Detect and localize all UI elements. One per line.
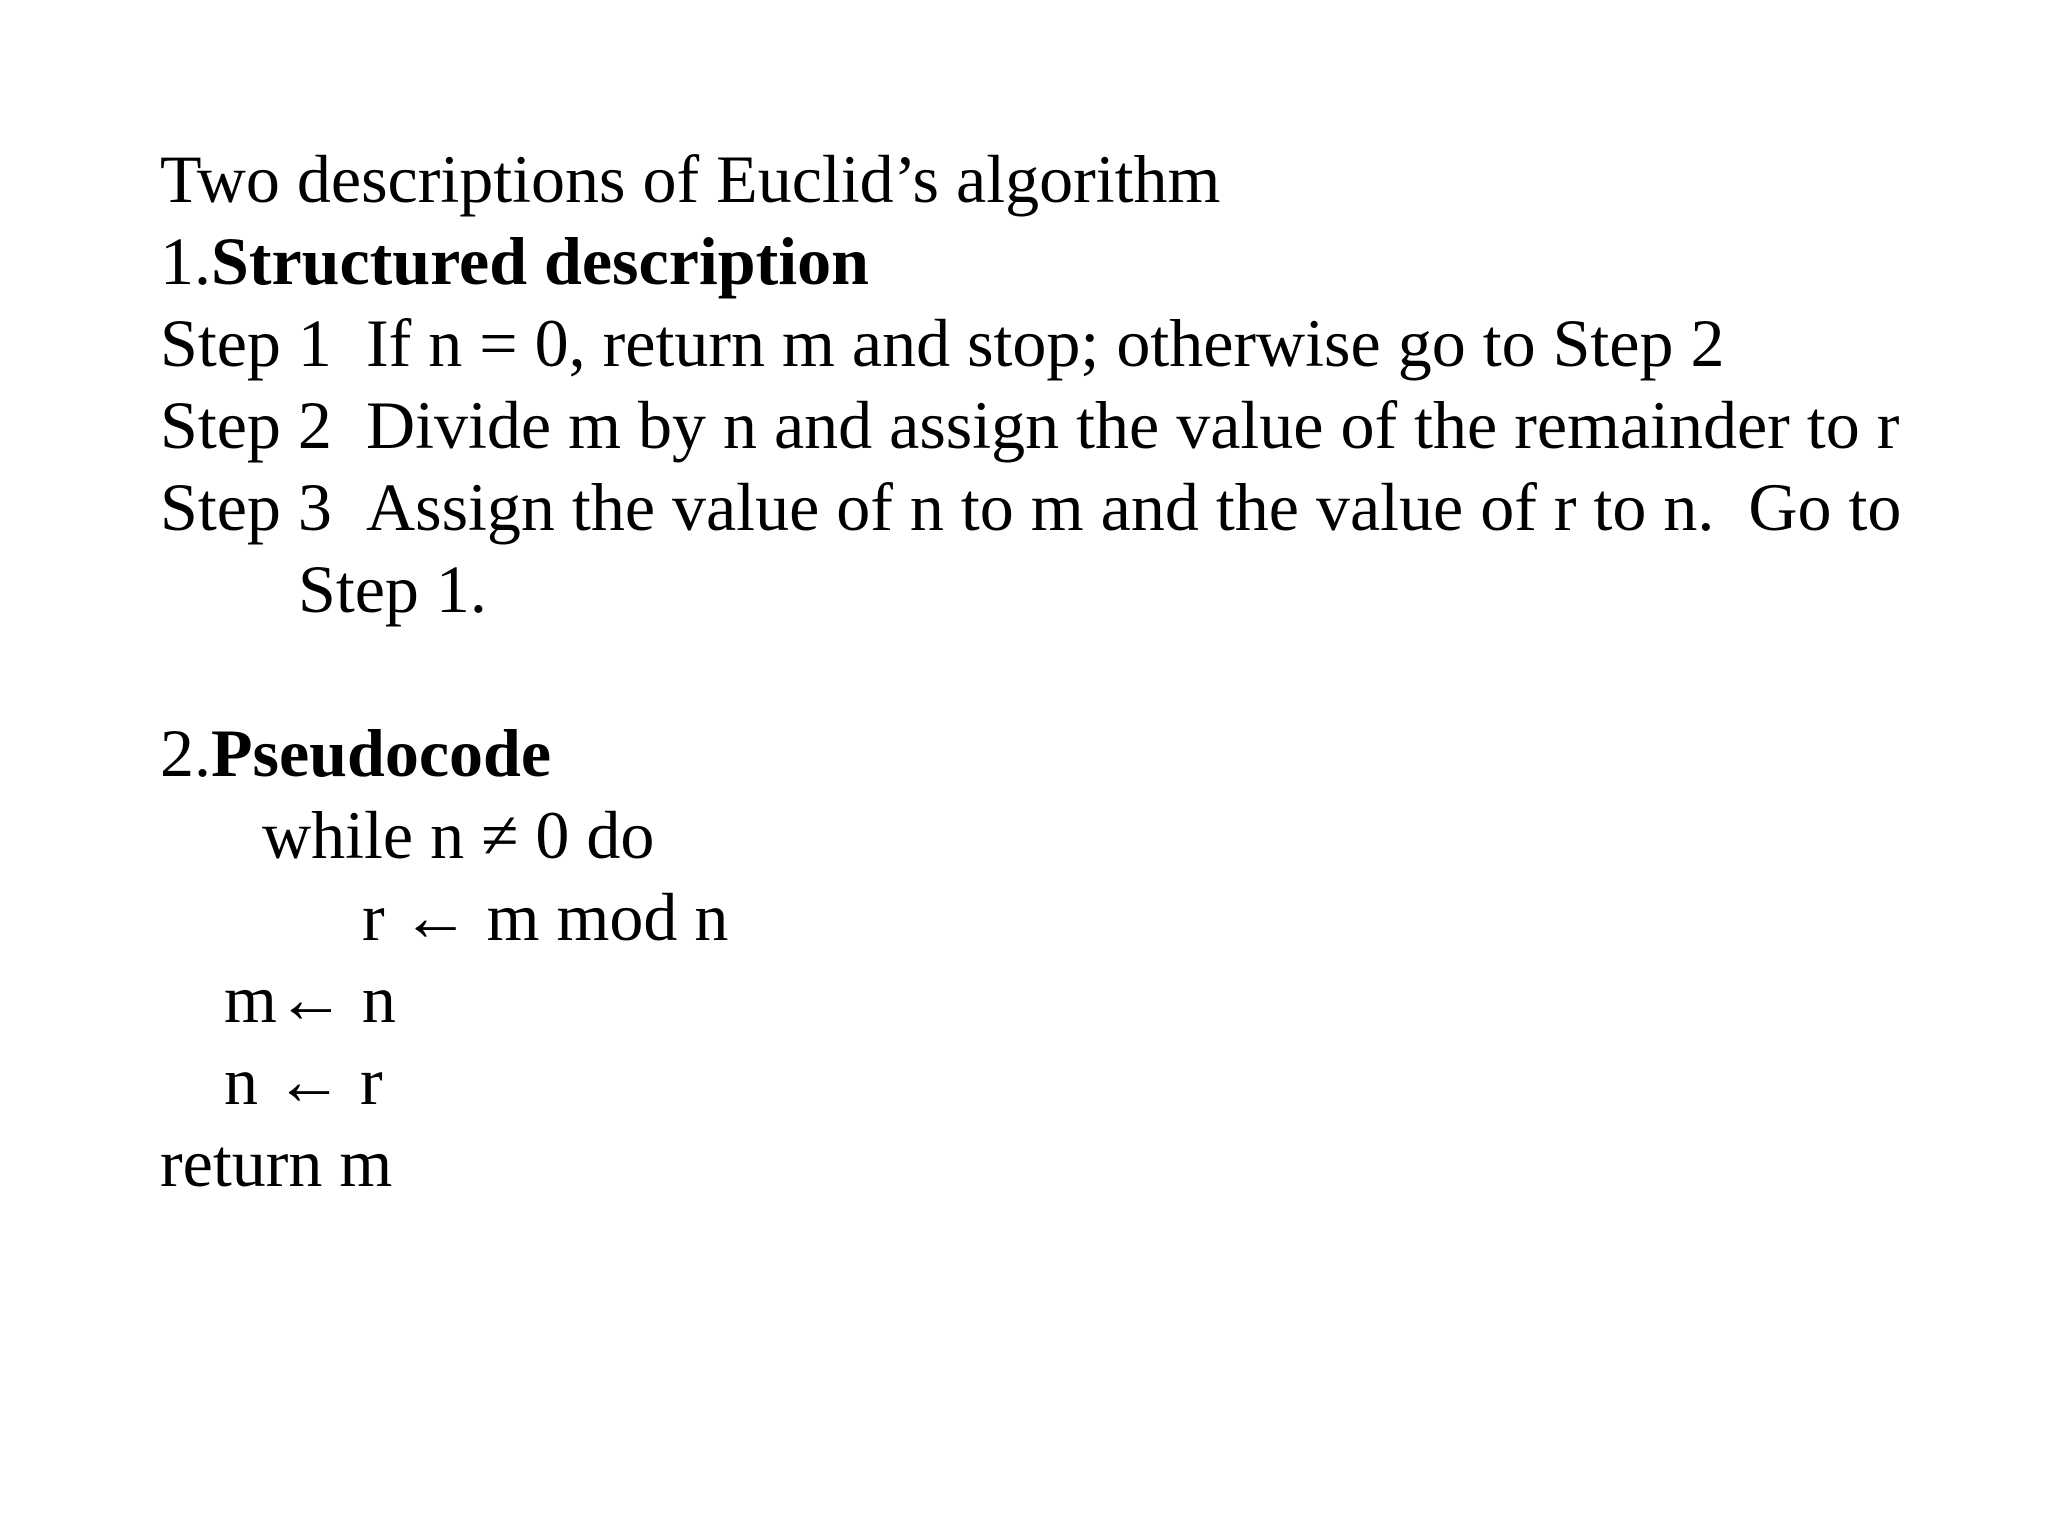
- step-2-line: [160, 384, 1899, 466]
- section-2-number: 2.: [160, 715, 211, 791]
- code-line-assign-m: m← n: [224, 961, 396, 1037]
- step-3-text: Assign the value of n to m and the value of r to n. Go to: [366, 469, 1902, 545]
- code-line-assign-n: n ← r: [224, 1043, 383, 1119]
- section-1-number: 1.: [160, 223, 211, 299]
- section-1-heading: [160, 220, 869, 302]
- step-1-text: If n = 0, return m and stop; otherwise go to Step 2: [366, 305, 1725, 381]
- step-1-line: [160, 302, 1724, 384]
- code-line-remainder: r ← m mod n: [362, 879, 729, 955]
- slide-title: Two descriptions of Euclid’s algorithm: [160, 141, 1221, 217]
- step-3-line: [160, 466, 1901, 548]
- code-line-return: return m: [160, 1125, 393, 1201]
- section-1-title: Structured description: [211, 223, 869, 299]
- section-2-heading: [160, 712, 551, 794]
- step-1-label: Step 1: [160, 305, 332, 381]
- step-3-label: Step 3: [160, 469, 332, 545]
- section-2-title: Pseudocode: [211, 715, 551, 791]
- step-3-continuation: Step 1.: [298, 551, 487, 627]
- code-line-while: while n ≠ 0 do: [262, 797, 655, 873]
- step-2-text: Divide m by n and assign the value of the remainder to r: [366, 387, 1900, 463]
- step-2-label: Step 2: [160, 387, 332, 463]
